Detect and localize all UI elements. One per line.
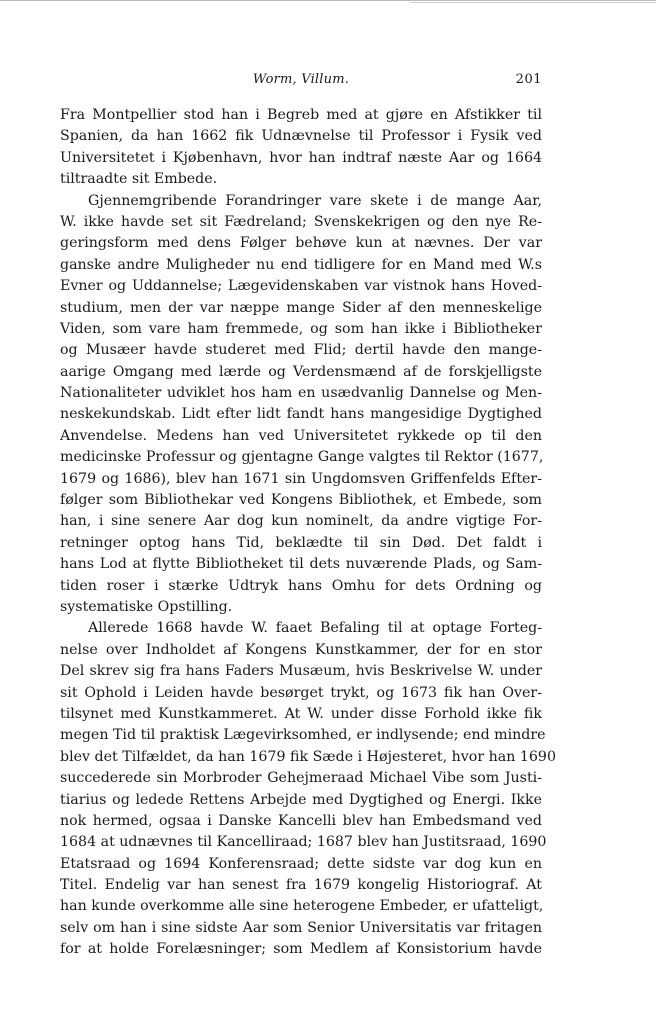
running-title: Worm, Villum. [252,72,350,87]
text-line: følger som Bibliothekar ved Kongens Bibliothek, et Embede, som [60,492,542,509]
text-line: Viden, som vare ham fremmede, og som han ikke i Bibliotheker [60,320,542,337]
text-line: tiden roser i stærke Udtryk hans Omhu for dets Ordning og [60,577,542,594]
text-line: Nationaliteter udviklet hos ham en usædvanlig Dannelse og Men- [60,385,542,402]
text-line: aarige Omgang med lærde og Verdensmænd af de forskjelligste [60,363,542,380]
text-line: tiarius og ledede Rettens Arbejde med Dygtighed og Energi. Ikke [60,791,542,808]
text-line: Etatsraad og 1694 Konferensraad; dette sidste var dog kun en [60,855,542,872]
text-line: han kunde overkomme alle sine heterogene Embeder, er ufatteligt, [60,898,544,915]
text-line: tilsynet med Kunstkammeret. At W. under disse Forhold ikke fik [60,705,542,722]
top-edge-rule-secondary [410,2,656,3]
text-line: geringsform med dens Følger behøve kun at nævnes. Der var [60,235,542,252]
text-line: hans Lod at flytte Bibliotheket til dets nuværende Plads, og Sam- [60,556,542,573]
text-line: megen Tid til praktisk Lægevirksomhed, er indlysende; end mindre [60,727,546,744]
text-line: 1684 at udnævnes til Kancelliraad; 1687 blev han Justitsraad, 1690 [60,834,547,851]
text-line: systematiske Opstilling. [60,598,233,615]
text-line: Fra Montpellier stod han i Begreb med at gjøre en Afstikker til [60,107,542,123]
text-line: sit Ophold i Leiden havde besørget trykt, og 1673 fik han Over- [60,684,542,701]
text-line: Anvendelse. Medens han ved Universitetet rykkede op til den [60,427,542,444]
text-line: Gjennemgribende Forandringer vare skete i de mange Aar, [88,192,542,209]
text-line: selv om han i sine sidste Aar som Senior Universitatis var fritagen [60,919,542,936]
text-line: blev det Tilfældet, da han 1679 fik Sæde i Højesteret, hvor han 1690 [60,748,556,765]
text-line: for at holde Forelæsninger; som Medlem af Konsistorium havde [60,941,542,958]
text-line: og Musæer havde studeret med Flid; dertil havde den mange- [60,342,542,359]
text-line: han, i sine senere Aar dog kun nominelt, da andre vigtige For- [60,513,542,530]
text-line: Universitetet i Kjøbenhavn, hvor han indtraf næste Aar og 1664 [60,149,542,166]
text-line: nelse over Indholdet af Kongens Kunstkammer, der for en stor [60,641,542,658]
text-line: ganske andre Muligheder nu end tidligere for en Mand med W.s [60,256,542,273]
text-line: Allerede 1668 havde W. faaet Befaling til at optage Forteg- [88,620,542,637]
text-line: Del skrev sig fra hans Faders Musæum, hvis Beskrivelse W. under [60,663,542,680]
body-text [60,105,556,961]
text-line: tiltraadte sit Embede. [60,171,218,188]
top-edge-rule [0,0,656,1]
text-line: retninger optog hans Tid, beklædte til sin Død. Det faldt i [60,534,542,551]
text-line: studium, men der var næppe mange Sider af den menneskelige [60,299,542,316]
text-line: Titel. Endelig var han senest fra 1679 kongelig Historiograf. At [60,877,542,894]
text-line: Evner og Uddannelse; Lægevidenskaben var vistnok hans Hoved- [60,278,542,295]
text-line: 1679 og 1686), blev han 1671 sin Ungdomsven Griffenfelds Efter- [60,470,542,487]
running-head [60,72,542,92]
text-line: Spanien, da han 1662 fik Udnævnelse til Professor i Fysik ved [60,128,542,145]
text-line: succederede sin Morbroder Gehejmeraad Michael Vibe som Justi- [60,770,542,787]
text-line: medicinske Professur og gjentagne Gange valgtes til Rektor (1677, [60,449,544,466]
text-line: W. ikke havde set sit Fædreland; Svenskekrigen og den nye Re- [60,213,542,230]
text-line: neskekundskab. Lidt efter lidt fandt hans mangesidige Dygtighed [60,406,542,423]
text-line: nok hermed, ogsaa i Danske Kancelli blev han Embedsmand ved [60,812,542,829]
page-number: 201 [515,72,542,87]
